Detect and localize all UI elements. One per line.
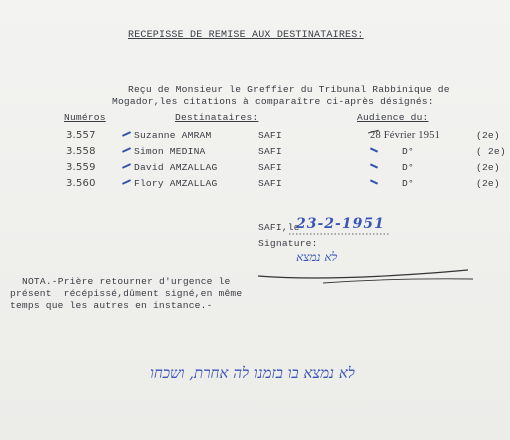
handwritten-note: לא נמצא בו בזמנו לה אחרת, ושכחו xyxy=(150,364,355,382)
nota-line-2: présent récépissé,dûment signé,en même xyxy=(10,288,243,299)
signature-bracket xyxy=(253,248,475,288)
document-title: RECEPISSE DE REMISE AUX DESTINATAIRES: xyxy=(128,30,364,41)
header-numeros: Numéros xyxy=(64,112,106,123)
row-citation: ( 2e) xyxy=(476,146,506,157)
row-city: SAFI xyxy=(258,146,282,157)
check-mark-icon xyxy=(122,163,131,169)
date-dotted-line xyxy=(289,232,389,236)
signature-label: Signature: xyxy=(258,238,318,249)
hebrew-signature: לא נמצא xyxy=(296,250,338,264)
row-recipient: Flory AMZALLAG xyxy=(134,178,218,189)
row-date: D° xyxy=(402,146,414,157)
intro-line-1: Reçu de Monsieur le Greffier du Tribunal Rabbinique de xyxy=(128,84,450,95)
row-city: SAFI xyxy=(258,162,282,173)
nota-line-1: NOTA.-Prière retourner d'urgence le xyxy=(22,276,231,287)
header-audience: Audience du: xyxy=(357,112,429,123)
row-city: SAFI xyxy=(258,178,282,189)
handwritten-date: 23-2-1951 xyxy=(296,216,385,232)
row-recipient: Simon MEDINA xyxy=(134,146,206,157)
table-row xyxy=(0,130,510,144)
table-row xyxy=(0,162,510,176)
intro-line-2: Mogador,les citations à comparaître ci-après désignés: xyxy=(112,96,434,107)
table-row xyxy=(0,146,510,160)
header-destinataires: Destinataires: xyxy=(175,112,259,123)
row-citation: (2e) xyxy=(476,178,500,189)
check-mark-icon xyxy=(370,163,378,168)
row-citation: (2e) xyxy=(476,162,500,173)
row-number: 3.559 xyxy=(66,162,96,173)
row-number: 3.558 xyxy=(66,146,96,157)
nota-line-3: temps que les autres en instance.- xyxy=(10,300,213,311)
row-recipient: David AMZALLAG xyxy=(134,162,218,173)
row-date: D° xyxy=(402,178,414,189)
row-citation: (2e) xyxy=(476,130,500,141)
row-city: SAFI xyxy=(258,130,282,141)
row-date: D° xyxy=(402,162,414,173)
row-recipient: Suzanne AMRAM xyxy=(134,130,212,141)
row-date: 28 Février 1951 xyxy=(370,130,441,141)
check-mark-icon xyxy=(122,147,131,153)
check-mark-icon xyxy=(370,147,378,152)
check-mark-icon xyxy=(370,179,378,184)
row-number: 3.557 xyxy=(66,130,96,141)
table-row xyxy=(0,178,510,192)
check-mark-icon xyxy=(122,179,131,185)
check-mark-icon xyxy=(122,131,131,137)
place-prefix: SAFI,le xyxy=(258,222,300,233)
row-number: 3.560 xyxy=(66,178,96,189)
